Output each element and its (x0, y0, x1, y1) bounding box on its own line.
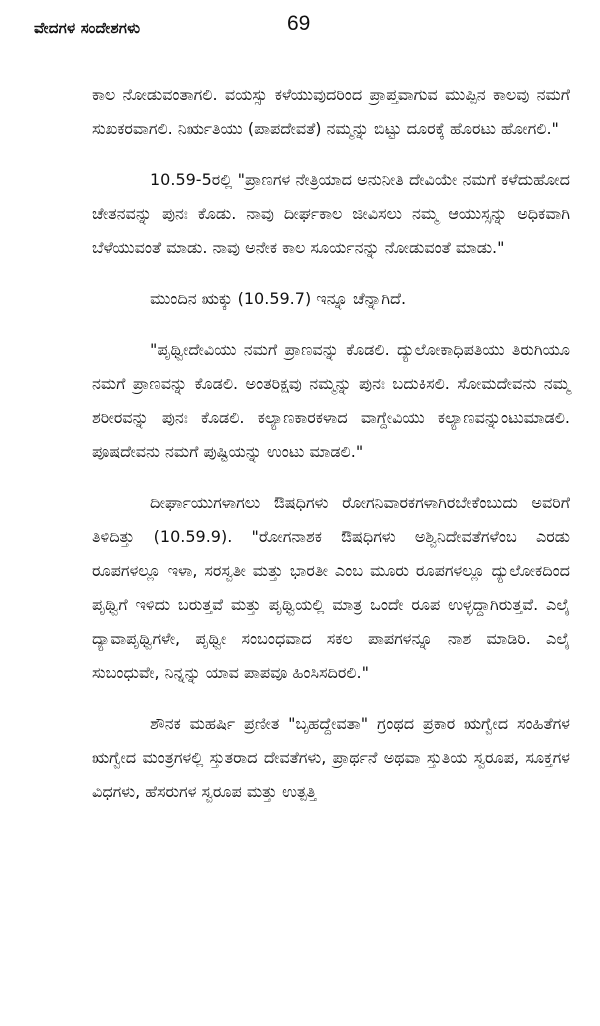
paragraph-next-rik: ಮುಂದಿನ ಋಕ್ಕು (10.59.7) ಇನ್ನೂ ಚೆನ್ನಾಗಿದೆ. (150, 289, 407, 308)
running-title: ವೇದಗಳ ಸಂದೇಶಗಳು (34, 19, 141, 37)
paragraph-quote-10-59-7: "ಪೃಥ್ವೀದೇವಿಯು ನಮಗೆ ಪ್ರಾಣವನ್ನು ಕೊಡಲಿ. ದ್ಯುಲೋಕಾಧಿಪತಿಯು ತಿರುಗಿಯೂ ನಮಗೆ ಪ್ರಾಣವನ್ನು ಕೊಡಲಿ. ಅಂತರಿಕ್ಷವು ನಮ್ಮನ್ನು ಪುನಃ ಬದುಕಿಸಲಿ. ಸೋಮದೇವನು ನಮ್ಮ ಶರೀರವನ್ನು ಪುನಃ ಕೊಡಲಿ. ಕಲ್ಯಾಣಕಾರಕಳಾದ ವಾಗ್ದೇವಿಯು ಕಲ್ಯಾಣವನ್ನುಂಟುಮಾಡಲಿ. ಪೂಷದೇವನು ನಮಗೆ ಪುಷ್ಟಿಯನ್ನು ಉಂಟು ಮಾಡಲಿ." (92, 340, 570, 461)
page-body (92, 82, 570, 826)
paragraph-quote-10-59-5: 10.59-5ರಲ್ಲಿ "ಪ್ರಾಣಗಳ ನೇತ್ರಿಯಾದ ಅನುನೀತಿ ದೇವಿಯೇ ನಮಗೆ ಕಳೆದುಹೋದ ಚೇತನವನ್ನು ಪುನಃ ಕೊಡು. ನಾವು ದೀರ್ಘಕಾಲ ಜೀವಿಸಲು ನಮ್ಮ ಆಯುಸ್ಸನ್ನು ಅಧಿಕವಾಗಿ ಬೆಳೆಯುವಂತೆ ಮಾಡು. ನಾವು ಅನೇಕ ಕಾಲ ಸೂರ್ಯನನ್ನು ನೋಡುವಂತೆ ಮಾಡು." (92, 170, 570, 257)
page-number: 69 (287, 12, 311, 35)
paragraph-medicines: ದೀರ್ಘಾಯುಗಳಾಗಲು ಔಷಧಿಗಳು ರೋಗನಿವಾರಕಗಳಾಗಿರಬೇಕೆಂಬುದು ಅವರಿಗೆ ತಿಳಿದಿತ್ತು (10.59.9). "ರೋಗನಾಶಕ ಔಷಧಿಗಳು ಅಶ್ವಿನಿದೇವತೆಗಳೆಂಬ ಎರಡು ರೂಪಗಳಲ್ಲೂ ಇಳಾ, ಸರಸ್ವತೀ ಮತ್ತು ಭಾರತೀ ಎಂಬ ಮೂರು ರೂಪಗಳಲ್ಲೂ ದ್ಯುಲೋಕದಿಂದ ಪೃಥ್ವಿಗೆ ಇಳಿದು ಬರುತ್ತವೆ ಮತ್ತು ಪೃಥ್ವಿಯಲ್ಲಿ ಮಾತ್ರ ಒಂದೇ ರೂಪ ಉಳ್ಳದ್ದಾಗಿರುತ್ತವೆ. ಎಲೈ ದ್ಯಾವಾಪೃಥ್ವಿಗಳೇ, ಪೃಥ್ವೀ ಸಂಬಂಧವಾದ ಸಕಲ ಪಾಪಗಳನ್ನೂ ನಾಶ ಮಾಡಿರಿ. ಎಲೈ ಸುಬಂಧುವೇ, ನಿನ್ನನ್ನು ಯಾವ ಪಾಪವೂ ಹಿಂಸಿಸದಿರಲಿ." (92, 493, 570, 682)
page-header (34, 8, 566, 54)
paragraph-brihaddevata: ಶೌನಕ ಮಹರ್ಷಿ ಪ್ರಣೀತ "ಬೃಹದ್ದೇವತಾ" ಗ್ರಂಥದ ಪ್ರಕಾರ ಋಗ್ವೇದ ಸಂಹಿತೆಗಳ ಋಗ್ವೇದ ಮಂತ್ರಗಳಲ್ಲಿ ಸ್ತುತರಾದ ದೇವತೆಗಳು, ಪ್ರಾರ್ಥನೆ ಅಥವಾ ಸ್ತುತಿಯ ಸ್ವರೂಪ, ಸೂಕ್ತಗಳ ವಿಧಗಳು, ಹೆಸರುಗಳ ಸ್ವರೂಪ ಮತ್ತು ಉತ್ಪತ್ತಿ (92, 714, 570, 801)
paragraph-continued: ಕಾಲ ನೋಡುವಂತಾಗಲಿ. ವಯಸ್ಸು ಕಳೆಯುವುದರಿಂದ ಪ್ರಾಪ್ತವಾಗುವ ಮುಪ್ಪಿನ ಕಾಲವು ನಮಗೆ ಸುಖಕರವಾಗಲಿ. ನಿರ್ಋತಿಯು (ಪಾಪದೇವತೆ) ನಮ್ಮನ್ನು ಬಿಟ್ಟು ದೂರಕ್ಕೆ ಹೊರಟು ಹೋಗಲಿ." (92, 85, 570, 138)
